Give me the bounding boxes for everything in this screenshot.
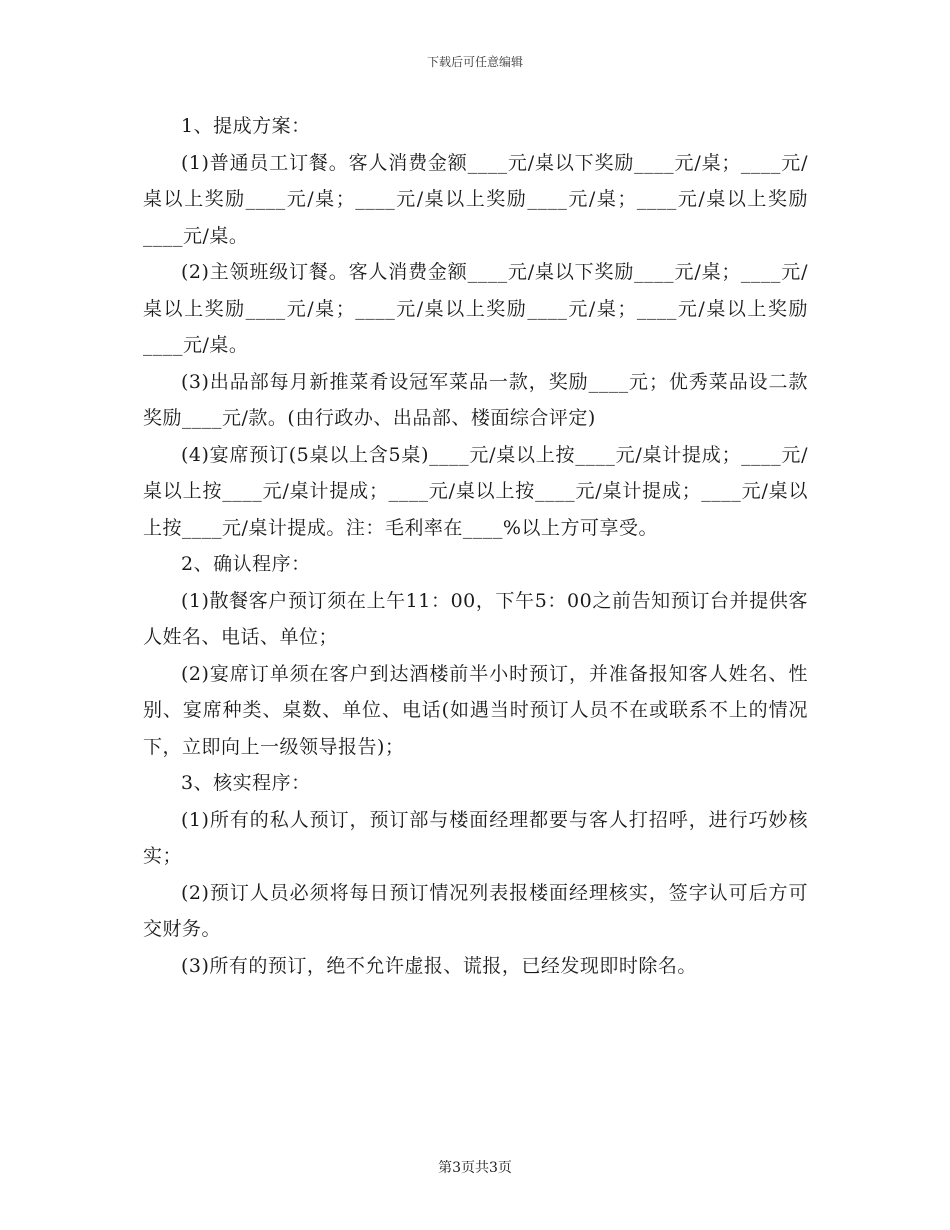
paragraph-supervisor-ordering: (2)主领班级订餐。客人消费金额____元/桌以下奖励____元/桌；____元/桌以上奖励____元/桌；____元/桌以上奖励____元/桌；____元/桌以上奖励____元/桌。: [143, 261, 808, 356]
paragraph-staff-ordering: (1)普通员工订餐。客人消费金额____元/桌以下奖励____元/桌；____元/桌以上奖励____元/桌；____元/桌以上奖励____元/桌；____元/桌以上奖励____元/桌。: [143, 151, 808, 247]
paragraph-banquet-order: (2)宴席订单须在客户到达酒楼前半小时预订，并准备报知客人姓名、性别、宴席种类、桌数、单位、电话(如遇当时预订人员不在或联系不上的情况下，立即向上一级领导报告)；: [143, 662, 808, 758]
section-heading-verification: 3、核实程序：: [181, 772, 311, 794]
paragraph-no-false-booking: (3)所有的预订，绝不允许虚报、谎报，已经发现即时除名。: [181, 954, 697, 977]
page-number-footer: 第3页共3页: [438, 1160, 512, 1176]
section-heading-commission: 1、提成方案：: [181, 115, 311, 137]
paragraph-daily-report: (2)预订人员必须将每日预订情况列表报楼面经理核实，签字认可后方可交财务。: [143, 881, 808, 940]
paragraph-new-dish-award: (3)出品部每月新推菜肴设冠军菜品一款，奖励____元；优秀菜品设二款奖励____元/款。(由行政办、出品部、楼面综合评定): [143, 370, 808, 429]
paragraph-private-booking-check: (1)所有的私人预订，预订部与楼面经理都要与客人打招呼，进行巧妙核实；: [143, 808, 808, 867]
document-body: [143, 108, 808, 984]
section-heading-confirmation: 2、确认程序：: [181, 553, 311, 575]
paragraph-banquet-booking: (4)宴席预订(5桌以上含5桌)____元/桌以上按____元/桌计提成；____元/桌以上按____元/桌计提成；____元/桌以上按____元/桌计提成；____元/桌以上按____元/桌计提成。注：毛利率在____%以上方可享受。: [143, 443, 808, 539]
page-header-note: 下载后可任意编辑: [426, 55, 523, 69]
paragraph-casual-dining-booking: (1)散餐客户预订须在上午11：00，下午5：00之前告知预订台并提供客人姓名、电话、单位；: [143, 589, 808, 648]
